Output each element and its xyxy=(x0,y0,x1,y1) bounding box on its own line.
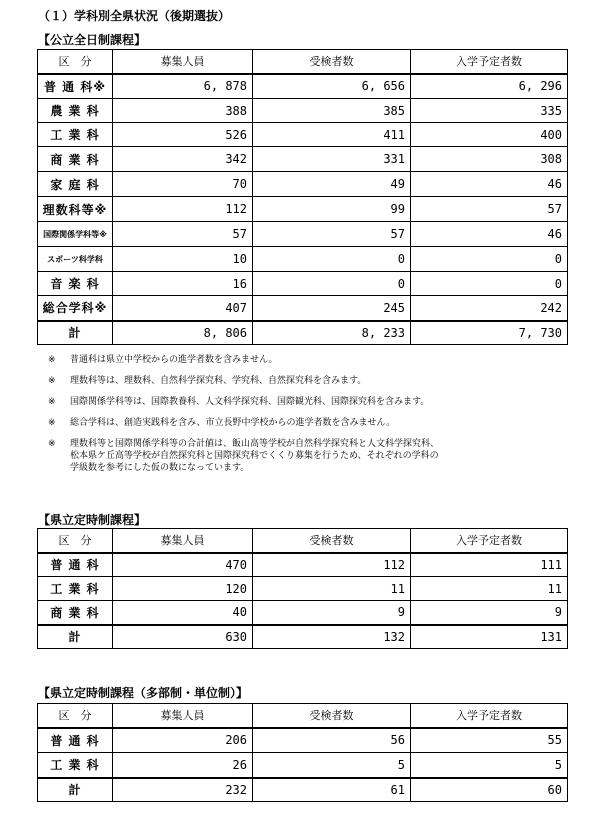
table-row xyxy=(38,147,568,172)
examinees-value: 0 xyxy=(253,247,411,272)
examinees-value: 5 xyxy=(253,753,411,778)
note-text: 理数科等と国際関係学科等の合計値は、飯山高等学校が自然科学探究科と人文科学探究科、 松本県ケ丘高等学校が自然探究科と国際探究科でくくり募集を行うため、それぞれの学科の 学級数を参考にした仮の数になっています。 xyxy=(70,439,440,473)
recruit-value: 388 xyxy=(113,99,253,123)
recruit-value: 16 xyxy=(113,272,253,296)
recruit-value: 206 xyxy=(113,728,253,753)
table-row xyxy=(38,247,568,272)
table-row xyxy=(38,753,568,778)
admitted-value: 9 xyxy=(411,601,568,625)
admitted-value: 131 xyxy=(411,625,568,649)
admitted-value: 5 xyxy=(411,753,568,778)
note-text: 国際関係学科等は、国際教養科、人文科学探究科、国際観光科、国際探究科を含みます。 xyxy=(70,397,430,407)
table-row xyxy=(38,553,568,577)
row-label: 理数科等※ xyxy=(38,197,113,222)
row-label: 普 通 科※ xyxy=(38,74,113,99)
col-header-category: 区 分 xyxy=(38,704,113,728)
row-label: 商 業 科 xyxy=(38,147,113,172)
admitted-value: 60 xyxy=(411,778,568,802)
total-label: 計 xyxy=(38,625,113,649)
col-header-examinees: 受検者数 xyxy=(253,529,411,553)
table-row xyxy=(38,577,568,601)
note-text: 総合学科は、創造実践科を含み、市立長野中学校からの進学者数を含みません。 xyxy=(70,418,396,428)
admitted-value: 11 xyxy=(411,577,568,601)
total-row xyxy=(38,778,568,802)
table-row xyxy=(38,272,568,296)
table-row xyxy=(38,601,568,625)
recruit-value: 6, 878 xyxy=(113,74,253,99)
recruit-value: 342 xyxy=(113,147,253,172)
examinees-value: 61 xyxy=(253,778,411,802)
recruit-value: 470 xyxy=(113,553,253,577)
row-label: 総合学科※ xyxy=(38,296,113,321)
row-label: 普 通 科 xyxy=(38,728,113,753)
table-row xyxy=(38,123,568,147)
recruit-value: 630 xyxy=(113,625,253,649)
col-header-admitted: 入学予定者数 xyxy=(411,529,568,553)
row-label: 普 通 科 xyxy=(38,553,113,577)
note-item xyxy=(48,396,439,408)
examinees-value: 57 xyxy=(253,222,411,247)
page-title: （１）学科別全県状況（後期選抜） xyxy=(38,9,231,23)
examinees-value: 56 xyxy=(253,728,411,753)
recruit-value: 40 xyxy=(113,601,253,625)
admitted-value: 46 xyxy=(411,172,568,197)
col-header-examinees: 受検者数 xyxy=(253,704,411,728)
table-row xyxy=(38,222,568,247)
table-row xyxy=(38,197,568,222)
col-header-category: 区 分 xyxy=(38,50,113,74)
examinees-value: 132 xyxy=(253,625,411,649)
examinees-value: 411 xyxy=(253,123,411,147)
examinees-value: 0 xyxy=(253,272,411,296)
row-label: 音 楽 科 xyxy=(38,272,113,296)
note-mark: ※ xyxy=(48,439,56,449)
admitted-value: 0 xyxy=(411,272,568,296)
recruit-value: 120 xyxy=(113,577,253,601)
table-public-fulltime xyxy=(37,49,568,345)
row-label: 商 業 科 xyxy=(38,601,113,625)
recruit-value: 26 xyxy=(113,753,253,778)
row-label: 国際関係学科等※ xyxy=(38,222,113,247)
total-label: 計 xyxy=(38,778,113,802)
recruit-value: 8, 806 xyxy=(113,321,253,345)
table-row xyxy=(38,99,568,123)
col-header-examinees: 受検者数 xyxy=(253,50,411,74)
table-row xyxy=(38,172,568,197)
examinees-value: 99 xyxy=(253,197,411,222)
table-row xyxy=(38,728,568,753)
col-header-category: 区 分 xyxy=(38,529,113,553)
row-label: 家 庭 科 xyxy=(38,172,113,197)
admitted-value: 55 xyxy=(411,728,568,753)
examinees-value: 112 xyxy=(253,553,411,577)
admitted-value: 242 xyxy=(411,296,568,321)
examinees-value: 385 xyxy=(253,99,411,123)
table-row xyxy=(38,296,568,321)
note-item xyxy=(48,438,439,474)
admitted-value: 335 xyxy=(411,99,568,123)
row-label: スポーツ科学科 xyxy=(38,247,113,272)
admitted-value: 0 xyxy=(411,247,568,272)
recruit-value: 112 xyxy=(113,197,253,222)
examinees-value: 331 xyxy=(253,147,411,172)
note-mark: ※ xyxy=(48,418,56,428)
row-label: 工 業 科 xyxy=(38,577,113,601)
admitted-value: 46 xyxy=(411,222,568,247)
examinees-value: 8, 233 xyxy=(253,321,411,345)
admitted-value: 400 xyxy=(411,123,568,147)
note-mark: ※ xyxy=(48,397,56,407)
total-row xyxy=(38,321,568,345)
total-label: 計 xyxy=(38,321,113,345)
total-row xyxy=(38,625,568,649)
notes xyxy=(48,354,439,483)
col-header-recruit: 募集人員 xyxy=(113,50,253,74)
table2-heading: 【県立定時制課程】 xyxy=(38,513,147,527)
note-mark: ※ xyxy=(48,376,56,386)
table1-heading: 【公立全日制課程】 xyxy=(38,33,147,47)
admitted-value: 111 xyxy=(411,553,568,577)
recruit-value: 232 xyxy=(113,778,253,802)
recruit-value: 10 xyxy=(113,247,253,272)
table-prefectural-parttime-multi xyxy=(37,703,568,802)
recruit-value: 407 xyxy=(113,296,253,321)
note-mark: ※ xyxy=(48,355,56,365)
examinees-value: 9 xyxy=(253,601,411,625)
recruit-value: 70 xyxy=(113,172,253,197)
row-label: 工 業 科 xyxy=(38,753,113,778)
note-item xyxy=(48,375,439,387)
admitted-value: 7, 730 xyxy=(411,321,568,345)
col-header-admitted: 入学予定者数 xyxy=(411,704,568,728)
row-label: 工 業 科 xyxy=(38,123,113,147)
admitted-value: 57 xyxy=(411,197,568,222)
note-text: 普通科は県立中学校からの進学者数を含みません。 xyxy=(70,355,278,365)
note-item xyxy=(48,354,439,366)
recruit-value: 526 xyxy=(113,123,253,147)
table3-heading: 【県立定時制課程（多部制・単位制）】 xyxy=(38,686,249,700)
examinees-value: 11 xyxy=(253,577,411,601)
table-prefectural-parttime xyxy=(37,528,568,649)
examinees-value: 6, 656 xyxy=(253,74,411,99)
admitted-value: 308 xyxy=(411,147,568,172)
col-header-admitted: 入学予定者数 xyxy=(411,50,568,74)
note-item xyxy=(48,417,439,429)
col-header-recruit: 募集人員 xyxy=(113,704,253,728)
note-text: 理数科等は、理数科、自然科学探究科、学究科、自然探究科を含みます。 xyxy=(70,376,367,386)
row-label: 農 業 科 xyxy=(38,99,113,123)
examinees-value: 245 xyxy=(253,296,411,321)
col-header-recruit: 募集人員 xyxy=(113,529,253,553)
examinees-value: 49 xyxy=(253,172,411,197)
recruit-value: 57 xyxy=(113,222,253,247)
table-row xyxy=(38,74,568,99)
admitted-value: 6, 296 xyxy=(411,74,568,99)
